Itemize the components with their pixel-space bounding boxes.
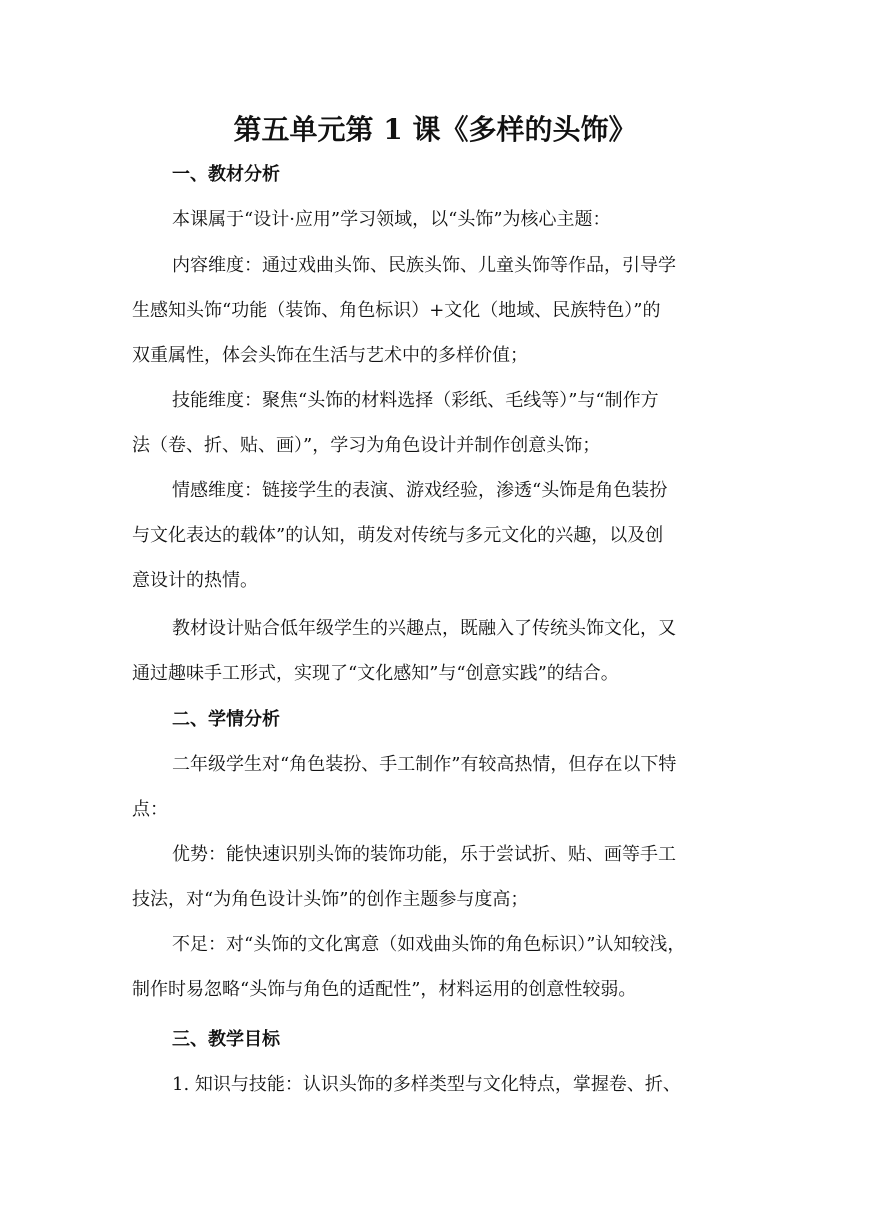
- text-line: 内容维度：通过戏曲头饰、民族头饰、儿童头饰等作品，引导学: [172, 255, 676, 276]
- text-line: 点：: [132, 799, 168, 820]
- paragraph-weaknesses: [132, 922, 740, 1012]
- text-line: 优势：能快速识别头饰的装饰功能，乐于尝试折、贴、画等手工: [172, 844, 676, 865]
- text-line: 技能维度：聚焦“头饰的材料选择（彩纸、毛线等）”与“制作方: [172, 390, 659, 411]
- text-line: 1. 知识与技能：认识头饰的多样类型与文化特点，掌握卷、折、: [172, 1074, 681, 1095]
- paragraph-students-intro: [132, 742, 740, 832]
- text-line: 技法，对“为角色设计头饰”的创作主题参与度高；: [132, 889, 529, 910]
- paragraph-intro: [132, 197, 740, 242]
- text-line: 教材设计贴合低年级学生的兴趣点，既融入了传统头饰文化，又: [172, 618, 676, 639]
- paragraph-design-summary: [132, 606, 740, 696]
- section-heading-students: 二、学情分析: [172, 709, 280, 730]
- page-title: 第五单元第 1 课《多样的头饰》: [233, 113, 637, 146]
- paragraph-skill-dimension: [132, 378, 740, 468]
- text-line: 双重属性，体会头饰在生活与艺术中的多样价值；: [132, 345, 528, 366]
- paragraph-emotion-dimension: [132, 468, 740, 603]
- text-line: 制作时易忽略“头饰与角色的适配性”，材料运用的创意性较弱。: [132, 979, 637, 1000]
- paragraph-objective-1: [132, 1062, 740, 1107]
- text-line: 情感维度：链接学生的表演、游戏经验，渗透“头饰是角色装扮: [172, 480, 668, 501]
- paragraph-strengths: [132, 832, 740, 922]
- text-line: 通过趣味手工形式，实现了“文化感知”与“创意实践”的结合。: [132, 663, 619, 684]
- text-line: 不足：对“头饰的文化寓意（如戏曲头饰的角色标识）”认知较浅，: [172, 934, 686, 955]
- text-line: 本课属于“设计·应用”学习领域，以“头饰”为核心主题：: [172, 209, 611, 230]
- text-line: 意设计的热情。: [132, 570, 258, 591]
- paragraph-content-dimension: [132, 243, 740, 378]
- text-line: 生感知头饰“功能（装饰、角色标识）+文化（地域、民族特色）”的: [132, 300, 661, 321]
- text-line: 与文化表达的载体”的认知，萌发对传统与多元文化的兴趣，以及创: [132, 525, 664, 546]
- section-heading-analysis: 一、教材分析: [172, 164, 280, 185]
- section-heading-objectives: 三、教学目标: [172, 1029, 280, 1050]
- text-line: 法（卷、折、贴、画）”，学习为角色设计并制作创意头饰；: [132, 435, 601, 456]
- text-line: 二年级学生对“角色装扮、手工制作”有较高热情，但存在以下特: [172, 754, 677, 775]
